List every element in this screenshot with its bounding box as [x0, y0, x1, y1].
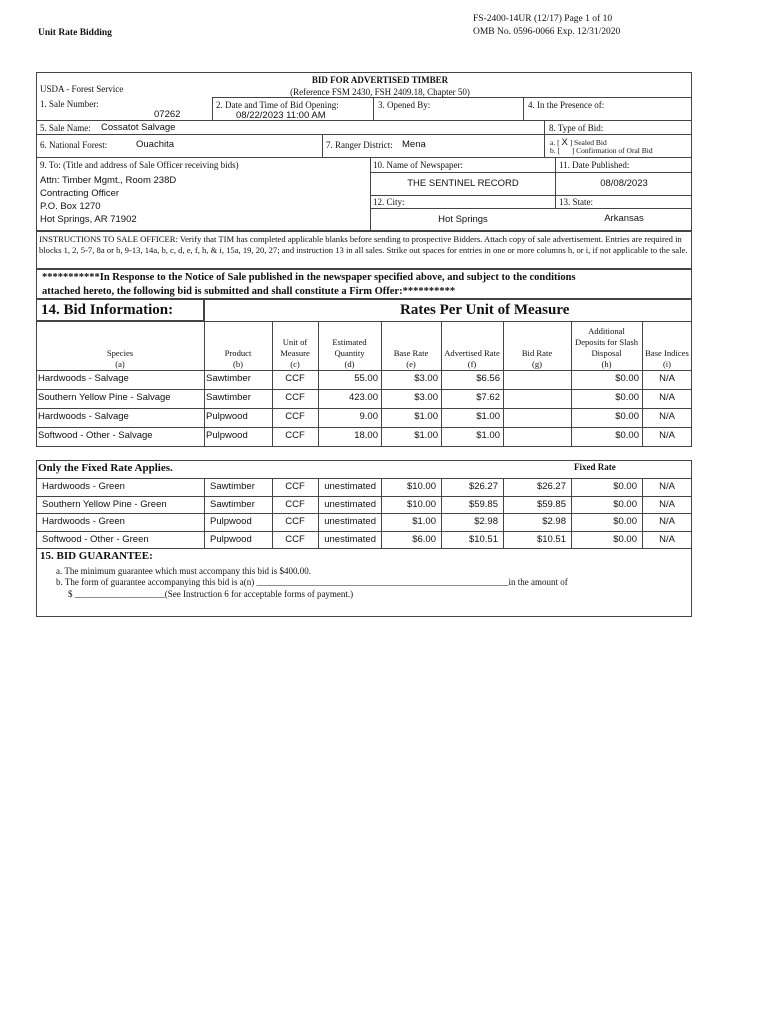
bid-header-top-rule [36, 321, 692, 322]
fixed-cell-species: Hardwoods - Green [42, 481, 125, 492]
fixed-cell-indices: N/A [659, 533, 675, 545]
fixed-cell-adv: $59.85 [468, 498, 498, 510]
cell-species: Southern Yellow Pine - Salvage [38, 392, 171, 403]
cell-base: $3.00 [414, 392, 438, 403]
cell-qty: 18.00 [354, 430, 378, 441]
instructions-text: INSTRUCTIONS TO SALE OFFICER: Verify that TIM has completed applicable blanks before sending to prospective Bidders. Attach copy of sale advertisement. Entries are required in blocks 1, 2, 5-7, 8a or b, 9-13, 14a, b, c, d, e, f, h, & i, 15a, 19, 20, 27; and instruction 13 in all sales. Strike out spaces for entries in one or more columns h, or i, if not applicable to the sale. [39, 234, 688, 255]
column-header-name: Estimated Quantity [332, 337, 367, 358]
fixed-cell-base: $10.00 [406, 498, 436, 510]
fixed-cell-base: $6.00 [412, 533, 436, 545]
fixed-cell-qty: unestimated [324, 533, 376, 545]
cell-adv: $1.00 [476, 411, 500, 422]
cell-indices: N/A [659, 411, 675, 422]
sealed-check-mark: X [561, 137, 568, 148]
column-header-name: Bid Rate [521, 348, 553, 358]
national-forest-value[interactable]: Ouachita [136, 139, 175, 150]
ranger-district-label: 7. Ranger District: [326, 140, 393, 150]
cell-base: $1.00 [414, 430, 438, 441]
column-header-letter: (i) [662, 359, 672, 369]
column-header-letter: (c) [290, 359, 300, 369]
newspaper-value[interactable]: THE SENTINEL RECORD [407, 178, 519, 189]
column-header-letter: (f) [467, 359, 477, 369]
cell-species: Softwood - Other - Salvage [38, 430, 153, 441]
column-header-name: Base Rate [393, 348, 429, 358]
bid-title: BID FOR ADVERTISED TIMBER [311, 75, 449, 85]
fixed-cell-base: $1.00 [412, 516, 436, 527]
sale-name-value[interactable]: Cossatot Salvage [101, 122, 176, 133]
column-header-name: Additional Deposits for Slash Disposal [574, 326, 639, 358]
cell-adv: $6.56 [476, 373, 500, 384]
newspaper-label: 10. Name of Newspaper: [373, 160, 463, 170]
firm-offer-line-1: ***********In Response to the Notice of Sale published in the newspaper specified above, and subject to the conditions [42, 272, 576, 283]
cell-qty: 55.00 [354, 373, 378, 384]
column-header [503, 323, 571, 370]
fixed-cell-unit: CCF [285, 498, 305, 510]
fixed-cell-unit: CCF [285, 481, 305, 492]
address-line-2[interactable]: Contracting Officer [40, 188, 120, 199]
cell-unit: CCF [285, 411, 305, 422]
address-line-1[interactable]: Attn: Timber Mgmt., Room 238D [40, 175, 177, 186]
bid-reference: (Reference FSM 2430, FSH 2409.18, Chapter 50) [290, 87, 470, 97]
column-header-letter: (d) [344, 359, 355, 369]
cell-species: Hardwoods - Salvage [38, 411, 129, 422]
cell-product: Pulpwood [206, 411, 248, 422]
column-header-name: Advertised Rate [444, 348, 500, 358]
rates-title: Rates Per Unit of Measure [400, 302, 570, 318]
cell-qty: 423.00 [348, 392, 378, 403]
cell-base: $3.00 [414, 373, 438, 384]
cell-deposit: $0.00 [615, 373, 639, 384]
fixed-cell-deposit: $0.00 [613, 481, 637, 492]
cell-deposit: $0.00 [615, 392, 639, 403]
date-published-label: 11. Date Published: [559, 160, 630, 170]
presence-label: 4. In the Presence of: [528, 100, 605, 110]
cell-species: Hardwoods - Salvage [38, 373, 129, 384]
cell-unit: CCF [285, 392, 305, 403]
fixed-cell-adv: $10.51 [468, 533, 498, 545]
cell-indices: N/A [659, 392, 675, 403]
fixed-row-rule [36, 548, 692, 549]
guarantee-line-a: a. The minimum guarantee which must accompany this bid is $400.00. [56, 566, 312, 576]
sealed-bid-label: ] Sealed Bid [569, 138, 607, 147]
column-header [381, 323, 441, 370]
fixed-cell-qty: unestimated [324, 481, 376, 492]
to-label: 9. To: (Title and address of Sale Officer receiving bids) [40, 160, 239, 170]
column-header-letter: (b) [232, 359, 244, 369]
cell-base: $1.00 [414, 411, 438, 422]
column-header [36, 323, 204, 370]
fixed-row-rule [36, 496, 692, 497]
city-label: 12. City: [373, 197, 405, 207]
cell-indices: N/A [659, 430, 675, 441]
fixed-cell-indices: N/A [659, 516, 675, 527]
fixed-row-rule [36, 531, 692, 532]
bid-title-rule [204, 299, 205, 321]
sale-number-value[interactable]: 07262 [154, 109, 181, 120]
column-header [318, 323, 381, 370]
guarantee-line-b: b. The form of guarantee accompanying this bid is a(n) ________________________________________________________in the amount of [56, 577, 568, 587]
cell-product: Sawtimber [206, 392, 251, 403]
cell-deposit: $0.00 [615, 411, 639, 422]
fixed-cell-base: $10.00 [406, 481, 436, 492]
oral-bracket: b. [ [550, 146, 560, 155]
cell-unit: CCF [285, 430, 305, 441]
fixed-cell-unit: CCF [285, 533, 305, 545]
fixed-cell-deposit: $0.00 [613, 533, 637, 545]
address-line-4[interactable]: Hot Springs, AR 71902 [40, 214, 137, 225]
fixed-cell-indices: N/A [659, 481, 675, 492]
fixed-cell-product: Pulpwood [210, 533, 252, 545]
sealed-bracket: a. [ [550, 138, 560, 147]
sale-name-label: 5. Sale Name: [40, 123, 91, 133]
column-header-letter: (h) [601, 359, 612, 369]
fixed-cell-deposit: $0.00 [613, 498, 637, 510]
cell-indices: N/A [659, 373, 675, 384]
fixed-cell-unit: CCF [285, 516, 305, 527]
firm-offer-line-2: attached hereto, the following bid is submitted and shall constitute a Firm Offer:********** [42, 286, 456, 297]
fixed-cell-fixed: $59.85 [536, 498, 566, 510]
fixed-cell-fixed: $2.98 [542, 516, 566, 527]
oral-bid-option[interactable] [550, 146, 653, 155]
column-header-name: Unit of Measure [280, 337, 310, 358]
cell-adv: $7.62 [476, 392, 500, 403]
form-title: Unit Rate Bidding [38, 28, 112, 38]
fixed-cell-adv: $26.27 [468, 481, 498, 492]
agency-label: USDA - Forest Service [40, 84, 124, 94]
fixed-cell-species: Hardwoods - Green [42, 516, 125, 527]
fixed-rate-label: Fixed Rate [574, 462, 616, 472]
bid-row-rule [36, 446, 692, 447]
fixed-cell-fixed: $26.27 [536, 481, 566, 492]
column-header [441, 323, 503, 370]
omb-number: OMB No. 0596-0066 Exp. 12/31/2020 [473, 27, 621, 37]
state-label: 13. State: [559, 197, 593, 207]
fixed-cell-species: Softwood - Other - Green [42, 533, 149, 545]
fixed-row-rule [36, 513, 692, 514]
column-header [204, 323, 272, 370]
fixed-cell-indices: N/A [659, 498, 675, 510]
bid-datetime-label: 2. Date and Time of Bid Opening: [216, 100, 339, 110]
column-header [642, 323, 692, 370]
cell-unit: CCF [285, 373, 305, 384]
cell-product: Sawtimber [206, 373, 251, 384]
column-header-letter: (a) [115, 359, 125, 369]
guarantee-title: 15. BID GUARANTEE: [40, 550, 153, 562]
column-header-name: Base Indices [645, 348, 689, 358]
fixed-cell-product: Sawtimber [210, 481, 255, 492]
fixed-cell-deposit: $0.00 [613, 516, 637, 527]
fixed-cell-qty: unestimated [324, 516, 376, 527]
cell-deposit: $0.00 [615, 430, 639, 441]
fixed-cell-product: Pulpwood [210, 516, 252, 527]
ranger-district-value[interactable]: Mena [402, 139, 426, 150]
column-header [272, 323, 318, 370]
fixed-cell-adv: $2.98 [474, 516, 498, 527]
fixed-cell-fixed: $10.51 [536, 533, 566, 545]
bid-type-label: 8. Type of Bid: [549, 123, 604, 133]
cell-qty: 9.00 [359, 411, 378, 422]
fixed-rate-title: Only the Fixed Rate Applies. [38, 462, 173, 474]
sale-number-label: 1. Sale Number: [40, 99, 99, 109]
fixed-cell-qty: unestimated [324, 498, 376, 510]
oral-bid-label: ] Confirmation of Oral Bid [571, 146, 653, 155]
form-number: FS-2400-14UR (12/17) Page 1 of 10 [473, 14, 613, 24]
bid-info-title: 14. Bid Information: [41, 302, 174, 318]
opened-by-label: 3. Opened By: [378, 100, 431, 110]
guarantee-line-c: $ ____________________(See Instruction 6 for acceptable forms of payment.) [68, 589, 354, 599]
cell-product: Pulpwood [206, 430, 248, 441]
date-published-value[interactable]: 08/08/2023 [600, 178, 648, 189]
bid-title-top-rule [204, 299, 692, 300]
column-header-name: Product [224, 348, 252, 358]
column-header-name: Species [106, 348, 134, 358]
column-header-letter: (g) [531, 359, 543, 369]
bid-title-right-rule [691, 299, 692, 321]
national-forest-label: 6. National Forest: [40, 140, 108, 150]
address-line-3[interactable]: P.O. Box 1270 [40, 201, 101, 212]
fixed-cell-species: Southern Yellow Pine - Green [42, 498, 167, 510]
city-value[interactable]: Hot Springs [438, 214, 488, 225]
cell-adv: $1.00 [476, 430, 500, 441]
column-header [571, 323, 642, 370]
state-value[interactable]: Arkansas [604, 213, 644, 224]
fixed-cell-product: Sawtimber [210, 498, 255, 510]
bid-datetime-value[interactable]: 08/22/2023 11:00 AM [236, 110, 326, 121]
column-header-letter: (e) [406, 359, 416, 369]
